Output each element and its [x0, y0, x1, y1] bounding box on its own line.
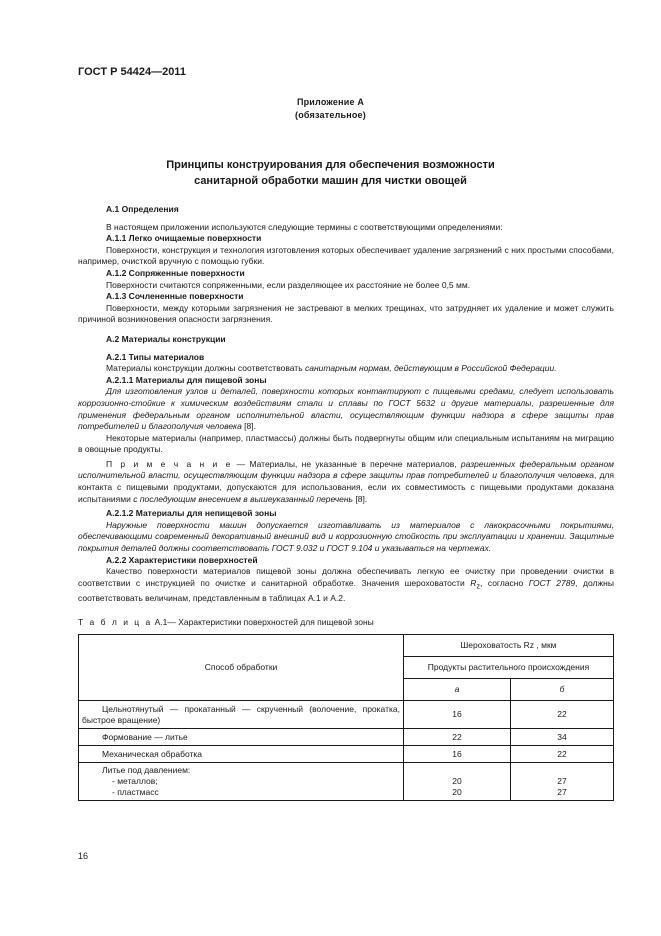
cell-b: 27 27: [511, 763, 614, 801]
table-row: [79, 701, 614, 729]
paragraph-a22: Качество поверхности материалов пищевой зоны должна обеспечивать легкую ее очистку при проведении очистки в соответствии с инструкцией по очистке и санитарной обработке. Значения шероховатости $R_z$, согласно ГОСТ 2789, должны соответствовать величинам, представленным в таблицах А.1 и А.2.: [78, 566, 614, 604]
row-label: Формование — литье: [79, 729, 404, 746]
paragraph-a211-1: Для изготовления узлов и деталей, поверхности которых контактируют с пищевыми средами, следует использовать коррозионно-стойкие к химическим воздействиям стали и сплавы по ГОСТ 5632 и другие материалы, разрешенные для применения федеральным органом исполнительной власти, осуществляющим функции надзора в сфере защиты прав потребителей и благополучия человека [8].: [78, 386, 614, 432]
note-paragraph: П р и м е ч а н и е — Материалы, не указанные в перечне материалов, разрешенных федеральным органом исполнительной власти, осуществляющим функции надзора в сфере защиты прав потребителей и благополучия человека, для контакта с пищевыми продуктами, допускаются для использования, если их совместимость с пищевыми продуктами доказана испытаниями с последующим внесением в вышеуказанный перечень [8].: [78, 458, 614, 504]
cell-a: 20 20: [404, 763, 511, 801]
title-line-1: Принципы конструирования для обеспечения возможности: [166, 159, 495, 171]
table-row: [79, 746, 614, 763]
heading-a21: А.2.1 Типы материалов: [106, 351, 205, 362]
row-label: Цельнотянутый — прокатанный — скрученный (волочение, прокатка, быстрое вращение): [79, 701, 404, 729]
heading-a211: А.2.1.1 Материалы для пищевой зоны: [106, 374, 267, 385]
paragraph-a11: Поверхности, конструкция и технология изготовления которых обеспечивает удаление загрязнений с них простыми способами, например, очисткой вручную с помощью губки.: [78, 244, 614, 267]
table-row: [79, 763, 614, 801]
document-body: [78, 196, 614, 801]
document-header: ГОСТ Р 54424—2011: [78, 66, 186, 78]
section-heading-a1: А.1 Определения: [106, 204, 179, 214]
cell-b: 22: [511, 701, 614, 729]
annex-label: Приложение А: [296, 97, 365, 107]
cell-b: 34: [511, 729, 614, 746]
table-caption: Т а б л и ц а А.1— Характеристики поверхностей для пищевой зоны: [78, 616, 374, 627]
surface-characteristics-table: [78, 634, 614, 801]
annex-title: [0, 157, 661, 189]
header-col-a: а: [404, 679, 511, 701]
annex-heading: [0, 96, 661, 122]
header-roughness: Шероховатость Rz , мкм: [404, 635, 614, 657]
title-line-2: санитарной обработки машин для чистки овощей: [194, 175, 467, 187]
cell-a: 16: [404, 701, 511, 729]
table-row: [79, 729, 614, 746]
heading-a22: А.2.2 Характеристики поверхностей: [106, 554, 258, 565]
intro-paragraph: В настоящем приложении используются следующие термины с соответствующими определениями:: [106, 221, 503, 232]
annex-type: (обязательное): [295, 110, 366, 120]
paragraph-a211-2: Некоторые материалы (например, пластмассы) должны быть подвергнуты общим или специальным испытаниям на миграцию в овощные продукты.: [78, 432, 614, 455]
row-label: Механическая обработка: [79, 746, 404, 763]
heading-a11: А.1.1 Легко очищаемые поверхности: [106, 233, 262, 244]
row-label: Литье под давлением: - металлов; - пластмасс: [79, 763, 404, 801]
paragraph-a13: Поверхности, между которыми загрязнения не застревают в мелких трещинах, что затрудняет их удаление и может служить причиной возникновения опасности загрязнения.: [78, 302, 614, 325]
paragraph-a21: Материалы конструкции должны соответствовать санитарным нормам, действующим в Российской Федерации.: [106, 363, 557, 374]
paragraph-a12: Поверхности считаются сопряженными, если разделяющее их расстояние не более 0,5 мм.: [106, 279, 471, 290]
heading-a13: А.1.3 Сочлененные поверхности: [106, 291, 244, 302]
page-number: 16: [78, 851, 89, 861]
header-method: Способ обработки: [79, 635, 404, 701]
heading-a12: А.1.2 Сопряженные поверхности: [106, 267, 245, 278]
header-col-b: б: [511, 679, 614, 701]
header-products: Продукты растительного происхождения: [404, 657, 614, 679]
cell-a: 22: [404, 729, 511, 746]
cell-b: 22: [511, 746, 614, 763]
cell-a: 16: [404, 746, 511, 763]
section-heading-a2: А.2 Материалы конструкции: [106, 333, 226, 344]
heading-a212: А.2.1.2 Материалы для непищевой зоны: [106, 508, 277, 519]
paragraph-a212: Наружные поверхности машин допускается изготавливать из материалов с лакокрасочными покрытиями, обеспечивающими современный декоративный внешний вид и коррозионную стойкость при эксплуатации и хранении. Защитные покрытия деталей должны соответствовать ГОСТ 9.032 и ГОСТ 9.104 и указываться на чертежах.: [78, 519, 614, 554]
